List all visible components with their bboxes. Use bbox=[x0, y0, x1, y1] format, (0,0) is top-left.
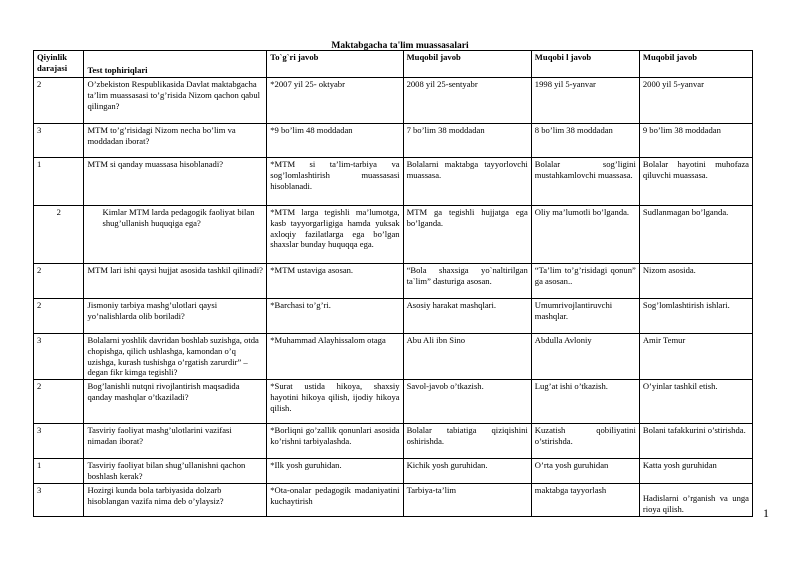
header-question: Test tophiriqlari bbox=[84, 51, 267, 78]
level-cell: 2 bbox=[34, 380, 84, 424]
document-title: Maktabgacha ta'lim muassasalari bbox=[331, 41, 469, 51]
correct-answer-cell: *9 bo’lim 48 moddadan bbox=[267, 124, 403, 158]
alt-answer-2-cell: 8 bo’lim 38 moddadan bbox=[531, 124, 639, 158]
correct-answer-cell: *Surat ustida hikoya, shaxsiy hayotini hikoya qilish, ijodiy hikoya qilish. bbox=[267, 380, 403, 424]
level-cell: 3 bbox=[34, 334, 84, 380]
header-correct: To`g`ri javob bbox=[267, 51, 403, 78]
page-number: 1 bbox=[763, 506, 769, 520]
alt-answer-2-cell: Lug’at ishi o’tkazish. bbox=[531, 380, 639, 424]
alt-answer-1-cell: Tarbiya-ta’lim bbox=[403, 483, 531, 516]
question-cell: Bolalarni yoshlik davridan boshlab suzishga, otda chopishga, qilich ushlashga, kamondan o’q uzishga, kurash tushishga o’rgatish zarurdir” – degan fikr kimga tegishli? bbox=[84, 334, 267, 380]
table-row bbox=[34, 380, 753, 424]
table-row bbox=[34, 124, 753, 158]
header-level: Qiyinlik darajasi bbox=[34, 51, 84, 78]
alt-answer-2-cell: maktabga tayyorlash bbox=[531, 483, 639, 516]
alt-answer-2-cell: Kuzatish qobiliyatini o’stirishda. bbox=[531, 424, 639, 459]
header-alt1: Muqobil javob bbox=[403, 51, 531, 78]
test-table bbox=[33, 50, 753, 517]
level-cell: 3 bbox=[34, 124, 84, 158]
alt-answer-3-cell: Bolalar hayotini muhofaza qiluvchi muassasa. bbox=[639, 158, 752, 206]
table-row bbox=[34, 424, 753, 459]
level-cell: 2 bbox=[34, 206, 84, 264]
header-alt2: Muqobi l javob bbox=[531, 51, 639, 78]
question-cell: Tasviriy faoliyat bilan shug’ullanishni qachon boshlash kerak? bbox=[84, 459, 267, 484]
header-alt3: Muqobil javob bbox=[639, 51, 752, 78]
alt-answer-3-cell: Bolani tafakkurini o’stirishda. bbox=[639, 424, 752, 459]
alt-answer-3-cell: 9 bo’lim 38 moddadan bbox=[639, 124, 752, 158]
question-cell: Bog’lanishli nutqni rivojlantirish maqsadida qanday mashqlar o’tkaziladi? bbox=[84, 380, 267, 424]
question-cell: Jismoniy tarbiya mashg’ulotlari qaysi yo’nalishlarda olib boriladi? bbox=[84, 299, 267, 334]
alt-answer-2-cell: 1998 yil 5-yanvar bbox=[531, 78, 639, 124]
table-row bbox=[34, 78, 753, 124]
alt-answer-1-cell: 7 bo’lim 38 moddadan bbox=[403, 124, 531, 158]
table-row bbox=[34, 459, 753, 484]
level-cell: 2 bbox=[34, 299, 84, 334]
question-cell: MTM lari ishi qaysi hujjat asosida tashkil qilinadi? bbox=[84, 264, 267, 299]
alt-answer-1-cell: Abu Ali ibn Sino bbox=[403, 334, 531, 380]
alt-answer-3-cell: Nizom asosida. bbox=[639, 264, 752, 299]
alt-answer-3-cell: 2000 yil 5-yanvar bbox=[639, 78, 752, 124]
table-row bbox=[34, 483, 753, 516]
correct-answer-cell: *MTM larga tegishli ma’lumotga, kasb tayyorgarligiga hamda yuksak axloqiy fazilatlarga ega bo’lgan shaxslar bunday huquqqa ega. bbox=[267, 206, 403, 264]
alt-answer-2-cell: Bolalar sog’ligini mustahkamlovchi muassasa. bbox=[531, 158, 639, 206]
alt-answer-3-cell: Hadislarni o’rganish va unga rioya qilish. bbox=[639, 483, 752, 516]
alt-answer-1-cell: MTM ga tegishli hujjatga ega bo’lganda. bbox=[403, 206, 531, 264]
alt-answer-1-cell: Asosiy harakat mashqlari. bbox=[403, 299, 531, 334]
correct-answer-cell: *Ilk yosh guruhidan. bbox=[267, 459, 403, 484]
level-cell: 2 bbox=[34, 264, 84, 299]
alt-answer-1-cell: “Bola shaxsiga yo`naltirilgan ta`lim” dasturiga asosan. bbox=[403, 264, 531, 299]
level-cell: 2 bbox=[34, 78, 84, 124]
alt-answer-1-cell: Kichik yosh guruhidan. bbox=[403, 459, 531, 484]
correct-answer-cell: *MTM si ta’lim-tarbiya va sog’lomlashtirish muassasasi hisoblanadi. bbox=[267, 158, 403, 206]
alt-answer-3-cell: Katta yosh guruhidan bbox=[639, 459, 752, 484]
table-row bbox=[34, 264, 753, 299]
table-row bbox=[34, 334, 753, 380]
correct-answer-cell: *Muhammad Alayhissalom otaga bbox=[267, 334, 403, 380]
header-row bbox=[34, 51, 753, 78]
alt-answer-3-cell: Sog’lomlashtirish ishlari. bbox=[639, 299, 752, 334]
correct-answer-cell: *Ota-onalar pedagogik madaniyatini kuchaytirish bbox=[267, 483, 403, 516]
alt-answer-2-cell: O’rta yosh guruhidan bbox=[531, 459, 639, 484]
alt-answer-2-cell: “Ta’lim to’g’risidagi qonun” ga asosan.. bbox=[531, 264, 639, 299]
correct-answer-cell: *MTM ustaviga asosan. bbox=[267, 264, 403, 299]
alt-answer-3-cell: Amir Temur bbox=[639, 334, 752, 380]
alt-answer-1-cell: Bolalarni maktabga tayyorlovchi muassasa. bbox=[403, 158, 531, 206]
level-cell: 1 bbox=[34, 459, 84, 484]
correct-answer-cell: *Barchasi to’g’ri. bbox=[267, 299, 403, 334]
question-cell: MTM to’g’risidagi Nizom necha bo’lim va moddadan iborat? bbox=[84, 124, 267, 158]
question-cell: Tasviriy faoliyat mashg’ulotlarini vazifasi nimadan iborat? bbox=[84, 424, 267, 459]
correct-answer-cell: *Borliqni go’zallik qonunlari asosida ko’rishni tarbiyalashda. bbox=[267, 424, 403, 459]
alt-answer-2-cell: Abdulla Avloniy bbox=[531, 334, 639, 380]
alt-answer-1-cell: Bolalar tabiatiga qiziqishini oshirishda. bbox=[403, 424, 531, 459]
level-cell: 1 bbox=[34, 158, 84, 206]
correct-answer-cell: *2007 yil 25- oktyabr bbox=[267, 78, 403, 124]
alt-answer-3-cell: Sudlanmagan bo’lganda. bbox=[639, 206, 752, 264]
alt-answer-1-cell: 2008 yil 25-sentyabr bbox=[403, 78, 531, 124]
question-cell: Hozirgi kunda bola tarbiyasida dolzarb hisoblangan vazifa nima deb o’ylaysiz? bbox=[84, 483, 267, 516]
question-cell: Kimlar MTM larda pedagogik faoliyat bilan shug’ullanish huquqiga ega? bbox=[84, 206, 267, 264]
alt-answer-1-cell: Savol-javob o’tkazish. bbox=[403, 380, 531, 424]
question-cell: O’zbekiston Respublikasida Davlat maktabgacha ta’lim muassasasi to’g’risida Nizom qachon qabul qilingan? bbox=[84, 78, 267, 124]
level-cell: 3 bbox=[34, 424, 84, 459]
alt-answer-2-cell: Umumrivojlantiruvchi mashqlar. bbox=[531, 299, 639, 334]
table-row bbox=[34, 158, 753, 206]
alt-answer-3-cell: O’yinlar tashkil etish. bbox=[639, 380, 752, 424]
table-row bbox=[34, 299, 753, 334]
alt-answer-2-cell: Oliy ma’lumotli bo’lganda. bbox=[531, 206, 639, 264]
table-row bbox=[34, 206, 753, 264]
level-cell: 3 bbox=[34, 483, 84, 516]
question-cell: MTM si qanday muassasa hisoblanadi? bbox=[84, 158, 267, 206]
